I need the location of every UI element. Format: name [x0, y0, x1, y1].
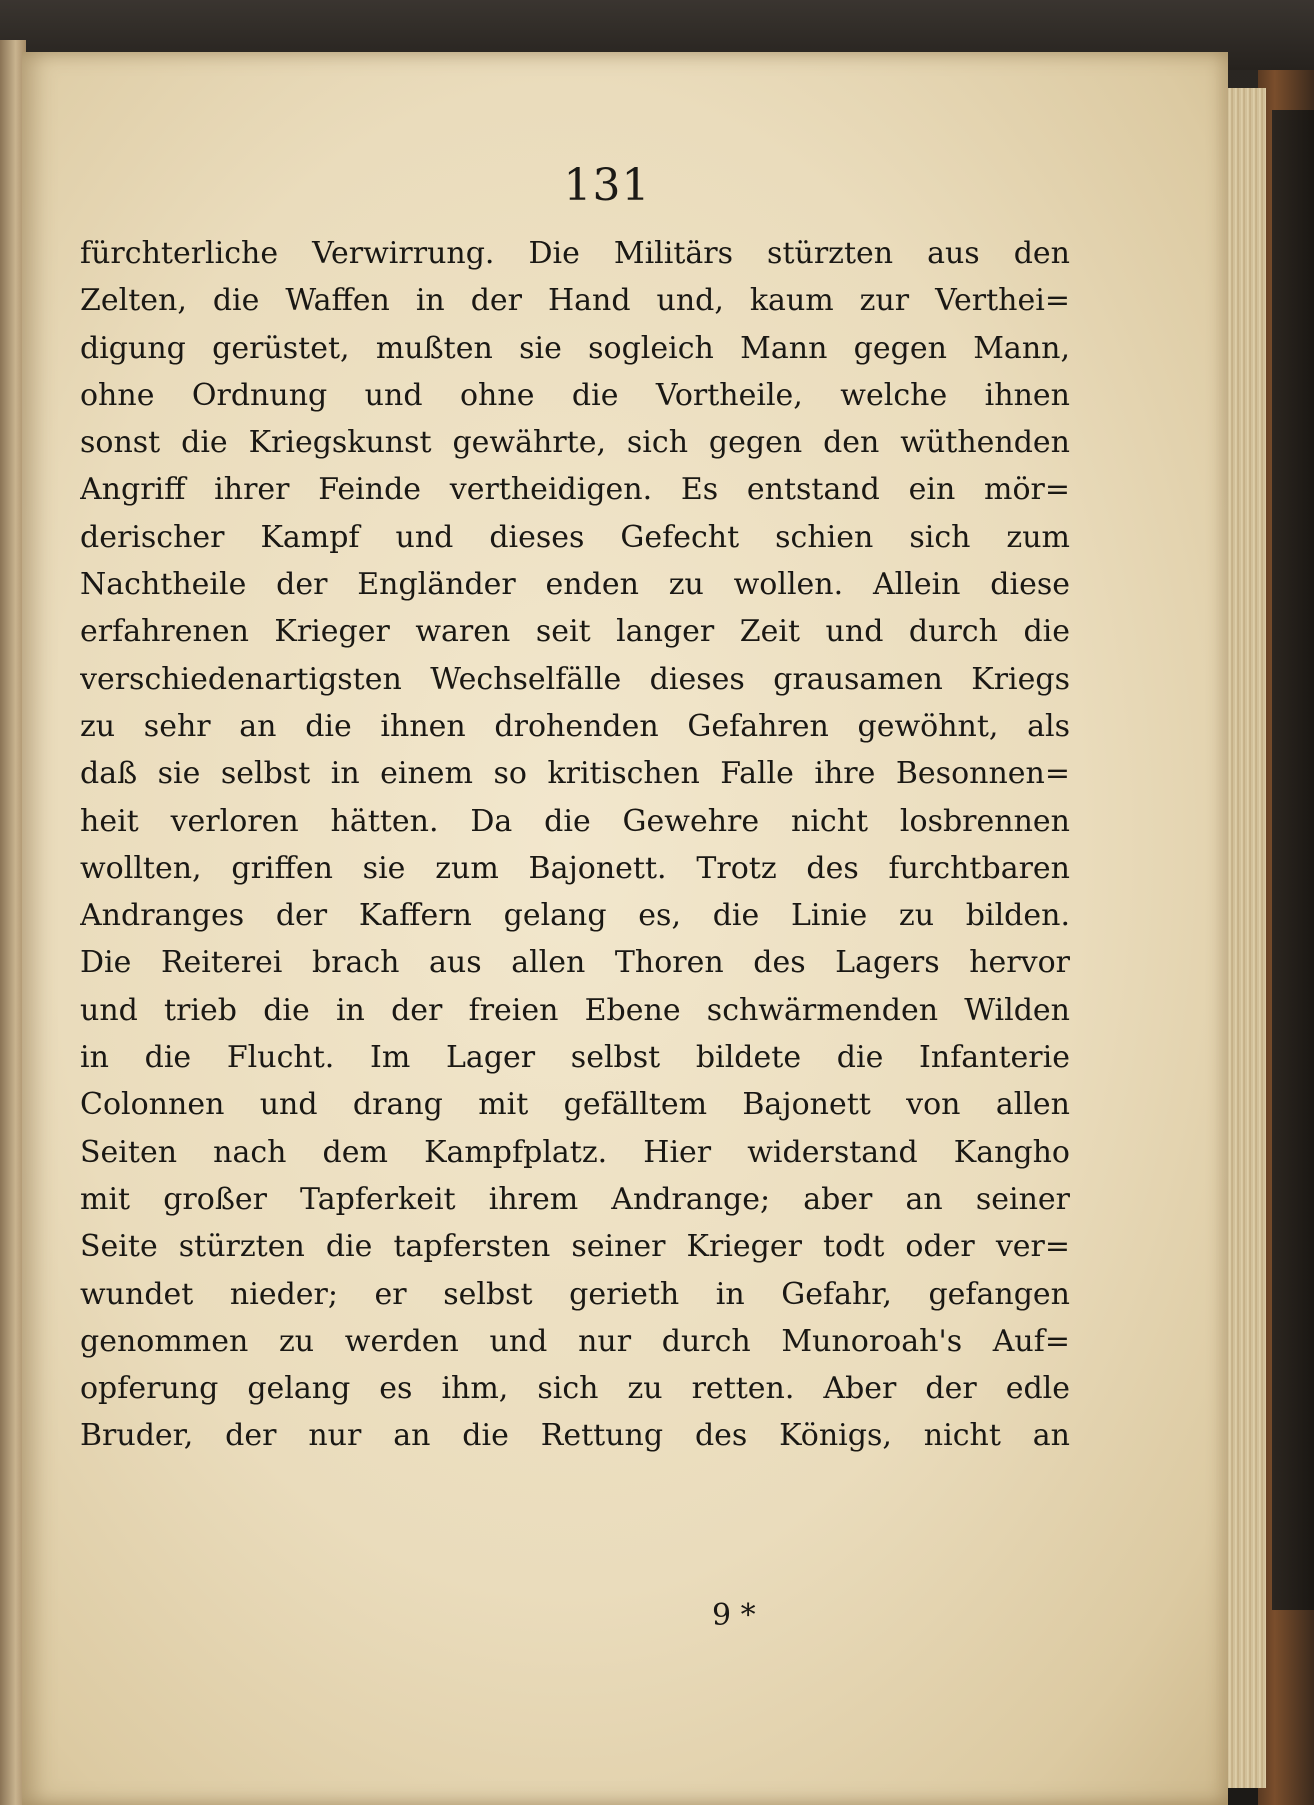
text-line: Seiten nach dem Kampfplatz. Hier widerstand Kangho — [80, 1134, 1070, 1170]
text-line: digung gerüstet, mußten sie sogleich Mann gegen Mann, — [80, 330, 1070, 366]
text-line: ohne Ordnung und ohne die Vortheile, welche ihnen — [80, 377, 1070, 413]
text-line: opferung gelang es ihm, sich zu retten. Aber der edle — [80, 1371, 1070, 1407]
book-page — [22, 52, 1228, 1805]
text-line: verschiedenartigsten Wechselfälle dieses grausamen Kriegs — [80, 661, 1070, 697]
text-line: wollten, griffen sie zum Bajonett. Trotz des furchtbaren — [80, 850, 1070, 886]
text-line: Zelten, die Waffen in der Hand und, kaum zur Verthei= — [80, 283, 1070, 319]
text-line: und trieb die in der freien Ebene schwärmenden Wilden — [80, 992, 1070, 1028]
text-line: wundet nieder; er selbst gerieth in Gefahr, gefangen — [80, 1276, 1070, 1312]
text-line: Seite stürzten die tapfersten seiner Krieger todt oder ver= — [80, 1229, 1070, 1265]
text-line: sonst die Kriegskunst gewährte, sich gegen den wüthenden — [80, 425, 1070, 461]
text-line: erfahrenen Krieger waren seit langer Zeit und durch die — [80, 614, 1070, 650]
page-text — [80, 230, 1070, 1460]
text-line: Colonnen und drang mit gefälltem Bajonett von allen — [80, 1087, 1070, 1123]
text-line: Nachtheile der Engländer enden zu wollen. Allein diese — [80, 567, 1070, 603]
book-cover-right-shadow — [1272, 110, 1314, 1610]
text-line: fürchterliche Verwirrung. Die Militärs stürzten aus den — [80, 236, 1070, 271]
text-line: Angriff ihrer Feinde vertheidigen. Es entstand ein mör= — [80, 472, 1070, 508]
text-line: in die Flucht. Im Lager selbst bildete die Infanterie — [80, 1040, 1070, 1076]
page-edges — [1222, 88, 1266, 1788]
text-line: genommen zu werden und nur durch Munoroah's Auf= — [80, 1323, 1070, 1359]
signature-mark: 9 * — [712, 1598, 756, 1633]
text-line: heit verloren hätten. Da die Gewehre nicht losbrennen — [80, 803, 1070, 839]
text-line: zu sehr an die ihnen drohenden Gefahren gewöhnt, als — [80, 708, 1070, 744]
text-line: Bruder, der nur an die Rettung des Königs, nicht an — [80, 1418, 1070, 1454]
text-line: derischer Kampf und dieses Gefecht schien sich zum — [80, 519, 1070, 555]
text-line: daß sie selbst in einem so kritischen Falle ihre Besonnen= — [80, 756, 1070, 792]
page-number: 131 — [563, 160, 651, 211]
text-line: Die Reiterei brach aus allen Thoren des Lagers hervor — [80, 945, 1070, 981]
text-line: mit großer Tapferkeit ihrem Andrange; aber an seiner — [80, 1181, 1070, 1217]
text-line: Andranges der Kaffern gelang es, die Linie zu bilden. — [80, 898, 1070, 934]
